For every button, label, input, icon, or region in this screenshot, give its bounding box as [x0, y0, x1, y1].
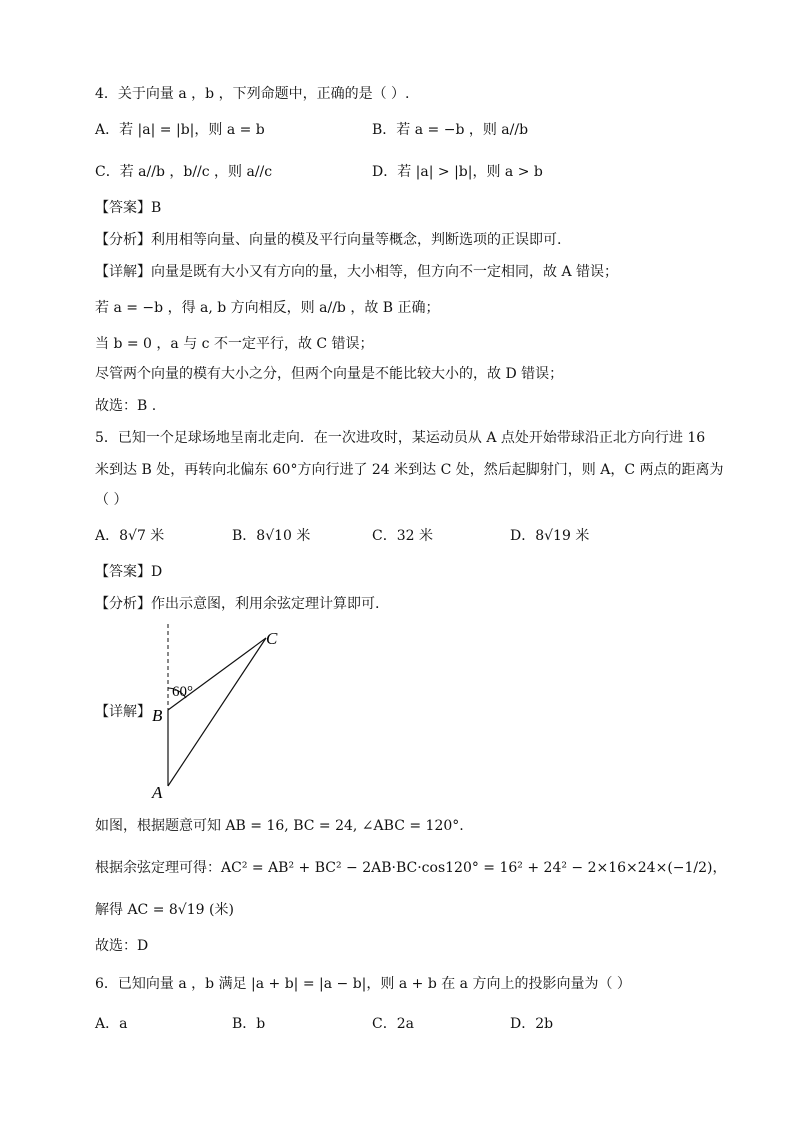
q6-option-a: A．a: [95, 1016, 128, 1032]
q6-option-b: B．b: [232, 1016, 266, 1032]
segment-ac: [168, 638, 266, 786]
q5-diagram: [148, 618, 308, 803]
q5-option-b: B．8√10 米: [232, 528, 311, 544]
q4-detail-line: 若 a = −b ，得 a, b 方向相反，则 a//b ，故 B 正确；: [95, 300, 440, 316]
q5-solution-line: 解得 AC = 8√19 (米): [95, 902, 234, 918]
q4-option-b: B．若 a = −b ，则 a//b: [372, 122, 529, 138]
q5-option-c: C．32 米: [372, 528, 433, 544]
label-a: A: [152, 783, 163, 802]
q4-conclusion: 故选：B .: [95, 398, 157, 414]
q5-stem-line: （ ）: [95, 492, 128, 508]
angle-label: 60°: [172, 684, 193, 700]
q4-detail-line: 尽管两个向量的模有大小之分，但两个向量是不能比较大小的，故 D 错误；: [95, 366, 564, 382]
q6-stem: 6．已知向量 a ，b 满足 |a + b| = |a − b|，则 a + b 在 a 方向上的投影向量为（ ）: [95, 976, 631, 992]
q4-detail-line: 【详解】向量是既有大小又有方向的量，大小相等，但方向不一定相同，故 A 错误；: [95, 264, 619, 280]
q5-solution-line: 根据余弦定理可得：AC² = AB² + BC² − 2AB·BC·cos120° = 16² + 24² − 2×16×24×(−1/2)，: [95, 860, 727, 876]
q4-detail-line: 当 b = 0 ，a 与 c 不一定平行，故 C 错误；: [95, 336, 374, 352]
q5-option-a: A．8√7 米: [95, 528, 165, 544]
q4-option-d: D．若 |a| > |b|，则 a > b: [372, 164, 543, 180]
label-b: B: [152, 706, 163, 725]
q5-detail-label: 【详解】: [95, 704, 151, 720]
q4-stem: 4．关于向量 a ，b ，下列命题中，正确的是（ ）.: [95, 86, 410, 102]
q4-option-c: C．若 a//b ，b//c ，则 a//c: [95, 164, 273, 180]
q4-answer: 【答案】B: [95, 200, 162, 216]
label-c: C: [266, 629, 278, 648]
q6-option-d: D．2b: [510, 1016, 554, 1032]
q5-analysis: 【分析】作出示意图，利用余弦定理计算即可.: [95, 596, 380, 612]
q5-solution-line: 如图，根据题意可知 AB = 16, BC = 24, ∠ABC = 120°.: [95, 818, 464, 834]
q4-option-a: A．若 |a| = |b|，则 a = b: [95, 122, 265, 138]
q5-answer: 【答案】D: [95, 564, 163, 580]
q5-stem-line: 5．已知一个足球场地呈南北走向．在一次进攻时，某运动员从 A 点处开始带球沿正北方向行进 16: [95, 430, 706, 446]
q5-stem-line: 米到达 B 处，再转向北偏东 60°方向行进了 24 米到达 C 处，然后起脚射门，则 A，C 两点的距离为: [95, 462, 724, 478]
q5-option-d: D．8√19 米: [510, 528, 590, 544]
q4-analysis: 【分析】利用相等向量、向量的模及平行向量等概念，判断选项的正误即可.: [95, 232, 562, 248]
q5-conclusion: 故选：D: [95, 938, 149, 954]
q6-option-c: C．2a: [372, 1016, 414, 1032]
